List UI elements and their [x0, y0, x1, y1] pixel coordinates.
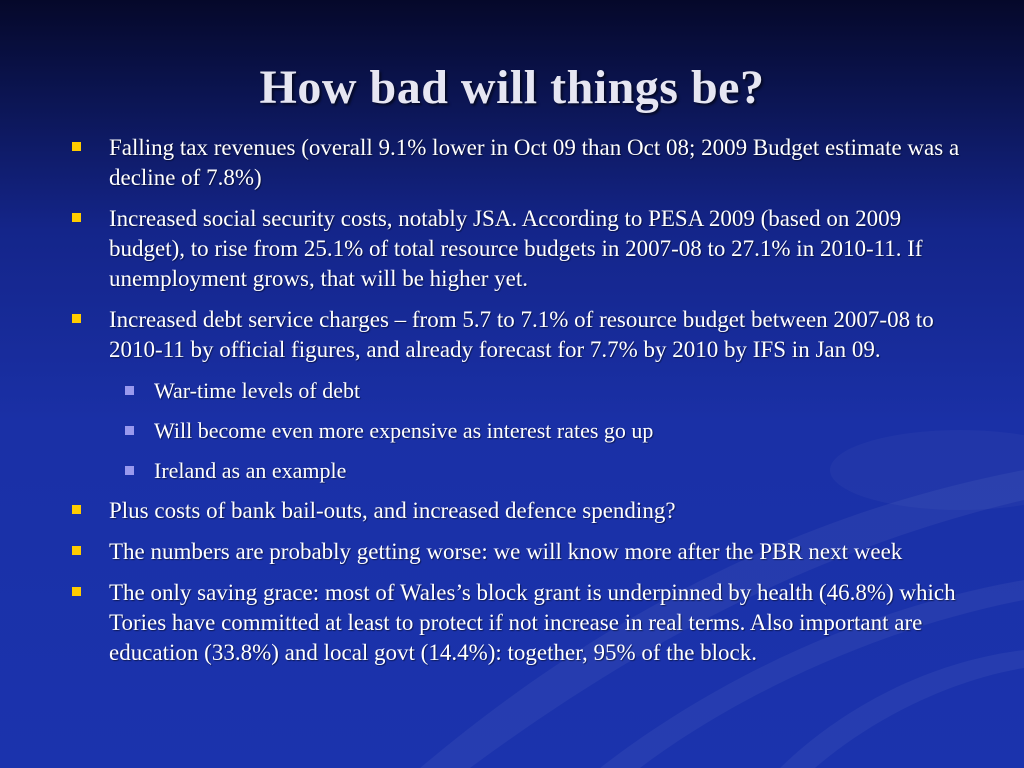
square-bullet-icon	[72, 505, 81, 514]
sub-bullet-item	[70, 376, 975, 406]
bullet-text: The only saving grace: most of Wales’s block grant is underpinned by health (46.8%) which Tories have committed at least to protect if not increase in real terms. Also important are education (33.8%) and local govt (14.4%): together, 95% of the block.	[109, 580, 956, 665]
sub-bullet-item	[70, 456, 975, 486]
square-bullet-icon	[72, 587, 81, 596]
bullet-item	[70, 537, 975, 567]
sub-bullet-item	[70, 416, 975, 446]
square-bullet-icon	[72, 546, 81, 555]
bullet-item	[70, 204, 975, 294]
bullet-item	[70, 578, 975, 668]
square-bullet-icon	[72, 314, 81, 323]
sub-bullet-text: Will become even more expensive as interest rates go up	[154, 418, 654, 443]
bullet-item	[70, 496, 975, 526]
bullet-text: The numbers are probably getting worse: we will know more after the PBR next week	[109, 539, 903, 564]
bullet-text: Falling tax revenues (overall 9.1% lower in Oct 09 than Oct 08; 2009 Budget estimate was a decline of 7.8%)	[109, 135, 960, 190]
small-square-bullet-icon	[125, 466, 134, 475]
sub-bullet-text: Ireland as an example	[154, 458, 347, 483]
small-square-bullet-icon	[125, 426, 134, 435]
bullet-text: Increased social security costs, notably JSA. According to PESA 2009 (based on 2009 budget), to rise from 25.1% of total resource budgets in 2007-08 to 27.1% in 2010-11. If unemployment grows, that will be higher yet.	[109, 206, 923, 291]
sub-bullet-text: War-time levels of debt	[154, 378, 361, 403]
square-bullet-icon	[72, 142, 81, 151]
bullet-list	[70, 133, 975, 679]
bullet-text: Increased debt service charges – from 5.7 to 7.1% of resource budget between 2007-08 to 2010-11 by official figures, and already forecast for 7.7% by 2010 by IFS in Jan 09.	[109, 307, 934, 362]
small-square-bullet-icon	[125, 386, 134, 395]
square-bullet-icon	[72, 213, 81, 222]
bullet-text: Plus costs of bank bail-outs, and increased defence spending?	[109, 498, 676, 523]
bullet-item	[70, 305, 975, 365]
slide-title: How bad will things be?	[259, 61, 765, 114]
bullet-item	[70, 133, 975, 193]
